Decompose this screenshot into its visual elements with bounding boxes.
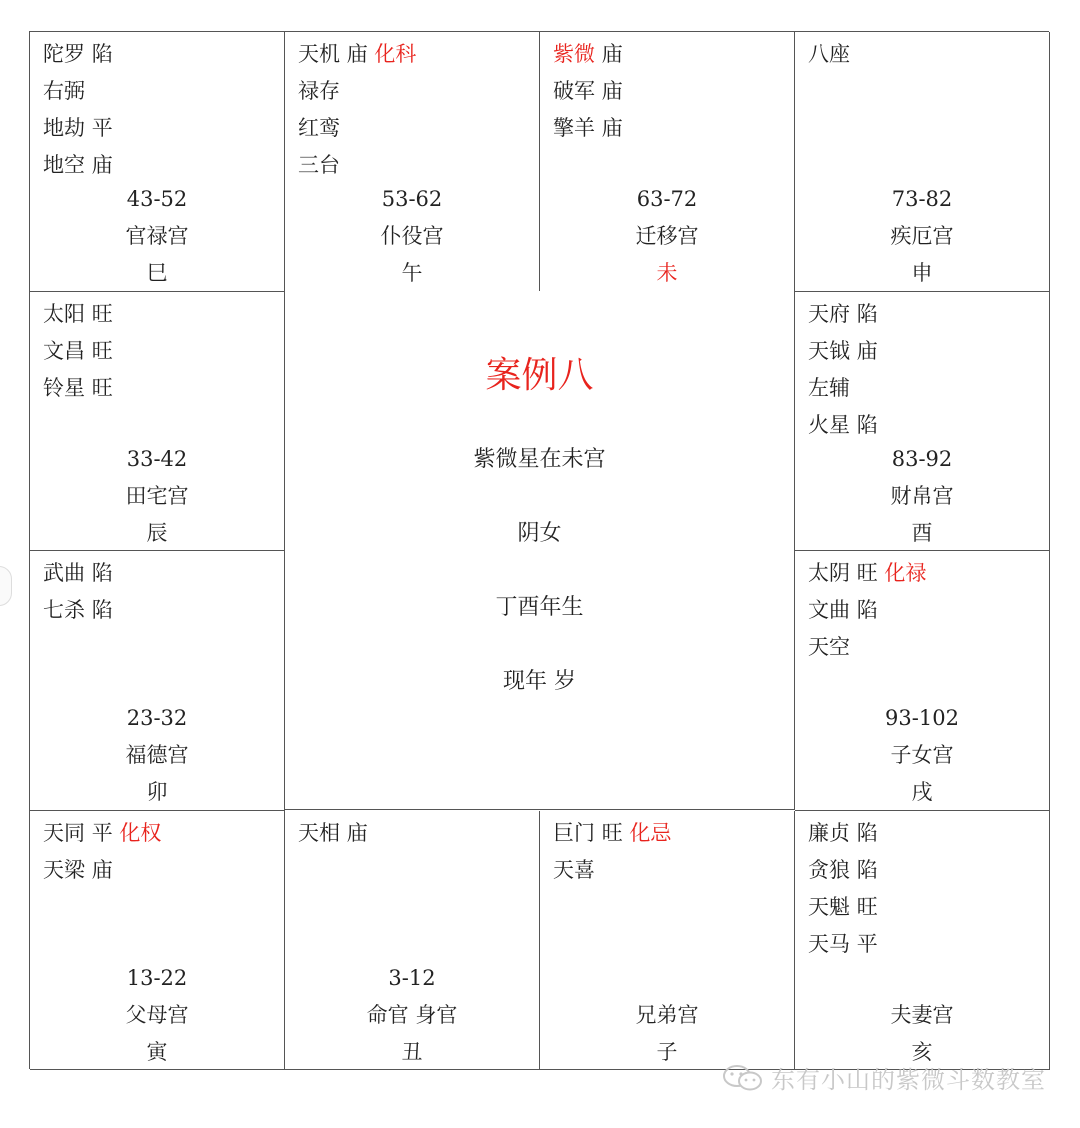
palace-range: 33-42 [126, 447, 188, 471]
palace-branch: 午 [401, 261, 423, 285]
star-brightness: 旺 [856, 895, 878, 919]
star-transformation: 化忌 [629, 821, 672, 845]
star-row [808, 926, 878, 963]
palace-stars [808, 296, 878, 444]
star-row [43, 73, 113, 110]
star-brightness: 旺 [601, 821, 623, 845]
star-row [298, 36, 416, 73]
center-line-birth-year: 丁酉年生 [495, 595, 584, 620]
star-row [43, 555, 113, 592]
star-name: 太阳 [43, 302, 85, 326]
star-name: 铃星 [43, 376, 85, 400]
star-brightness: 平 [91, 116, 113, 140]
star-row [808, 592, 926, 629]
palace-chen [30, 292, 285, 551]
palace-footer [30, 181, 284, 292]
palace-stars [553, 36, 623, 147]
palace-range: 63-72 [636, 187, 698, 211]
palace-branch: 寅 [146, 1040, 168, 1064]
palace-footer [540, 181, 794, 292]
star-row [808, 555, 926, 592]
palace-footer [795, 181, 1049, 292]
star-row [298, 73, 416, 110]
star-name: 天钺 [808, 339, 850, 363]
palace-name: 财帛宫 [890, 484, 954, 508]
star-row [43, 333, 113, 370]
palace-branch: 子 [656, 1040, 678, 1064]
star-name: 天府 [808, 302, 850, 326]
star-brightness: 平 [856, 932, 878, 956]
star-name: 地劫 [43, 116, 85, 140]
star-name: 太阴 [808, 561, 850, 585]
palace-you [795, 292, 1050, 551]
star-brightness: 陷 [856, 413, 878, 437]
palace-range: 83-92 [891, 447, 953, 471]
palace-xu [795, 551, 1050, 811]
palace-si [30, 32, 285, 292]
palace-stars [298, 36, 416, 184]
star-row [43, 852, 161, 889]
center-line-gender: 阴女 [517, 521, 562, 546]
star-transformation: 化禄 [884, 561, 927, 585]
star-row [298, 110, 416, 147]
palace-shen [795, 32, 1050, 292]
palace-footer [795, 700, 1049, 811]
star-row [808, 296, 878, 333]
palace-branch: 巳 [146, 261, 168, 285]
palace-stars [43, 36, 113, 184]
star-brightness: 陷 [856, 302, 878, 326]
palace-branch: 酉 [911, 521, 933, 545]
star-name: 天梁 [43, 858, 85, 882]
palace-name: 福德宫 [125, 743, 189, 767]
palace-name: 兄弟宫 [635, 1003, 699, 1027]
star-name: 天马 [808, 932, 850, 956]
star-brightness: 陷 [91, 42, 113, 66]
watermark [721, 1060, 1046, 1095]
star-row [43, 147, 113, 184]
star-name: 擎羊 [553, 116, 595, 140]
watermark-text: 东有小山的紫微斗数教室 [771, 1066, 1046, 1094]
palace-name: 田宅宫 [125, 484, 189, 508]
star-name: 破军 [553, 79, 595, 103]
palace-wu [285, 32, 540, 292]
star-name: 紫微 [553, 42, 595, 66]
palace-range: 43-52 [126, 187, 188, 211]
palace-name: 疾厄宫 [890, 224, 954, 248]
star-name: 七杀 [43, 598, 85, 622]
palace-branch: 未 [656, 261, 678, 285]
palace-stars [808, 555, 926, 666]
star-name: 廉贞 [808, 821, 850, 845]
star-brightness: 陷 [856, 598, 878, 622]
star-brightness: 陷 [856, 821, 878, 845]
star-brightness: 庙 [91, 858, 113, 882]
star-brightness: 庙 [601, 42, 623, 66]
star-name: 八座 [808, 42, 850, 66]
star-brightness: 庙 [601, 79, 623, 103]
star-transformation: 化权 [119, 821, 162, 845]
palace-range: 13-22 [126, 966, 188, 990]
palace-branch: 丑 [401, 1040, 423, 1064]
palace-footer [30, 700, 284, 811]
palace-name: 子女宫 [890, 743, 954, 767]
star-brightness: 庙 [346, 821, 368, 845]
palace-chou [285, 811, 540, 1070]
star-row [43, 370, 113, 407]
palace-stars [43, 296, 113, 407]
star-row [553, 36, 623, 73]
palace-footer [30, 960, 284, 1071]
star-row [553, 73, 623, 110]
palace-stars [808, 815, 878, 963]
star-name: 火星 [808, 413, 850, 437]
star-row [43, 815, 161, 852]
star-name: 天喜 [553, 858, 595, 882]
star-brightness: 陷 [91, 561, 113, 585]
palace-yin [30, 811, 285, 1070]
palace-hai [795, 811, 1050, 1070]
star-name: 红鸾 [298, 116, 340, 140]
star-brightness: 陷 [856, 858, 878, 882]
palace-zi [540, 811, 795, 1070]
star-brightness: 庙 [601, 116, 623, 140]
palace-branch: 亥 [911, 1040, 933, 1064]
star-row [43, 36, 113, 73]
star-row [808, 36, 850, 73]
star-row [553, 110, 623, 147]
star-name: 右弼 [43, 79, 85, 103]
palace-range: 73-82 [891, 187, 953, 211]
ziwei-chart [29, 31, 1050, 1070]
palace-branch: 申 [911, 261, 933, 285]
palace-footer [285, 181, 539, 292]
star-row [298, 147, 416, 184]
palace-name: 迁移宫 [635, 224, 699, 248]
star-brightness: 庙 [346, 42, 368, 66]
palace-range: 3-12 [388, 966, 436, 990]
star-row [298, 815, 368, 852]
palace-range: 53-62 [381, 187, 443, 211]
star-brightness: 陷 [91, 598, 113, 622]
star-transformation: 化科 [374, 42, 417, 66]
palace-branch: 辰 [146, 521, 168, 545]
star-name: 贪狼 [808, 858, 850, 882]
star-row [808, 629, 926, 666]
wechat-icon [721, 1064, 765, 1092]
palace-name: 仆役宫 [380, 224, 444, 248]
palace-footer [30, 441, 284, 552]
star-row [808, 333, 878, 370]
palace-name: 官禄宫 [125, 224, 189, 248]
palace-branch: 戌 [911, 780, 933, 804]
palace-stars [553, 815, 671, 889]
star-name: 天魁 [808, 895, 850, 919]
star-name: 文昌 [43, 339, 85, 363]
star-row [808, 852, 878, 889]
chart-title: 案例八 [485, 355, 594, 396]
star-brightness: 旺 [856, 561, 878, 585]
star-name: 禄存 [298, 79, 340, 103]
star-name: 地空 [43, 153, 85, 177]
star-name: 三台 [298, 153, 340, 177]
star-name: 陀罗 [43, 42, 85, 66]
star-brightness: 庙 [91, 153, 113, 177]
star-brightness: 旺 [91, 376, 113, 400]
palace-range: 93-102 [885, 706, 959, 730]
palace-name: 夫妻宫 [890, 1003, 954, 1027]
star-row [553, 852, 671, 889]
star-name: 文曲 [808, 598, 850, 622]
side-scroll-handle[interactable] [0, 566, 12, 606]
star-brightness: 旺 [91, 302, 113, 326]
palace-range: 23-32 [126, 706, 188, 730]
palace-stars [43, 815, 161, 889]
star-name: 天同 [43, 821, 85, 845]
star-brightness: 平 [91, 821, 113, 845]
palace-stars [808, 36, 850, 73]
palace-stars [298, 815, 368, 852]
palace-wei [540, 32, 795, 292]
star-row [43, 296, 113, 333]
star-row [808, 370, 878, 407]
star-name: 天机 [298, 42, 340, 66]
star-row [43, 110, 113, 147]
center-line-age: 现年 岁 [503, 669, 576, 694]
star-row [553, 815, 671, 852]
center-line-palace: 紫微星在未宫 [473, 447, 606, 472]
palace-footer [285, 960, 539, 1071]
palace-name: 命官 身官 [366, 1003, 458, 1027]
star-name: 天相 [298, 821, 340, 845]
chart-center-panel [285, 291, 795, 810]
star-brightness: 旺 [91, 339, 113, 363]
palace-name: 父母宫 [125, 1003, 189, 1027]
palace-branch: 卯 [146, 780, 168, 804]
star-name: 天空 [808, 635, 850, 659]
star-name: 左辅 [808, 376, 850, 400]
star-row [808, 889, 878, 926]
star-name: 巨门 [553, 821, 595, 845]
palace-mao [30, 551, 285, 811]
star-row [808, 815, 878, 852]
star-brightness: 庙 [856, 339, 878, 363]
star-name: 武曲 [43, 561, 85, 585]
star-row [808, 407, 878, 444]
palace-footer [795, 441, 1049, 552]
palace-stars [43, 555, 113, 629]
star-row [43, 592, 113, 629]
chart-grid [29, 31, 1049, 1069]
